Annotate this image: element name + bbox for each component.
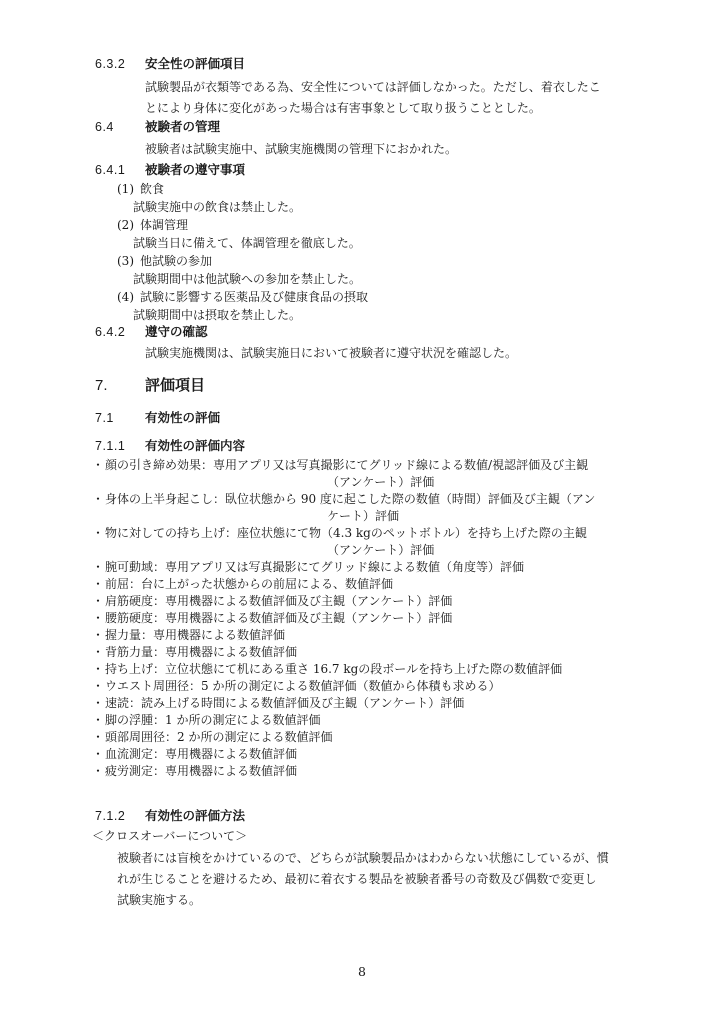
- section-heading-6-4-2: [95, 324, 655, 340]
- list-item-title: 体調管理: [140, 218, 189, 232]
- list-item-title: 試験に影響する医薬品及び健康食品の摂取: [140, 290, 369, 304]
- list-item-title: 飲食: [140, 182, 165, 196]
- list-item-number: (4): [117, 290, 134, 304]
- section-title: 有効性の評価方法: [145, 809, 246, 823]
- bullet-text: 持ち上げ：立位状態にて机にある重さ 16.7 kgの段ボールを持ち上げた際の数値評価: [105, 662, 563, 676]
- bullet-text: 肩筋硬度：専用機器による数値評価及び主観（アンケート）評価: [105, 594, 453, 608]
- bullet-marker: ・: [92, 645, 105, 659]
- page-number: 8: [358, 964, 366, 979]
- bullet-marker: ・: [92, 764, 105, 778]
- section-title: 有効性の評価: [145, 411, 221, 425]
- paragraph-line: 試験製品が衣類等である為、安全性については評価しなかった。ただし、着衣したこ: [145, 80, 601, 94]
- bullet-marker: ・: [92, 492, 105, 506]
- bullet-item: [92, 746, 655, 763]
- bullet-item: [92, 627, 655, 644]
- bullet-text: 速読：読み上げる時間による数値評価及び主観（アンケート）評価: [105, 696, 465, 710]
- bullet-continuation: （アンケート）評価: [327, 543, 435, 557]
- section-7-1-2-paragraph: [117, 848, 655, 911]
- list-item-number: (1): [117, 182, 134, 196]
- chapter-heading-7: [95, 376, 655, 396]
- bullet-item: [92, 559, 655, 576]
- paragraph-line: 試験実施する。: [117, 893, 202, 907]
- paragraph-line: 被験者には盲検をかけているので、どちらが試験製品かはわからない状態にしているが、慣: [117, 851, 609, 865]
- section-title: 安全性の評価項目: [145, 57, 246, 71]
- list-item-body: 試験実施中の飲食は禁止した。: [133, 200, 302, 214]
- bullet-marker: ・: [92, 696, 105, 710]
- section-heading-7-1-2: [95, 808, 655, 824]
- bullet-continuation: （アンケート）評価: [327, 475, 435, 489]
- section-number: 6.3.2: [95, 57, 126, 71]
- paragraph-line: 被験者は試験実施中、試験実施機関の管理下におかれた。: [145, 142, 458, 156]
- section-heading-7-1: [95, 410, 655, 426]
- bullet-item: [92, 695, 655, 712]
- section-title: 遵守の確認: [145, 325, 208, 339]
- section-title: 有効性の評価内容: [145, 439, 246, 453]
- bullet-text: 血流測定：専用機器による数値評価: [105, 747, 298, 761]
- list-item: [117, 216, 655, 234]
- bullet-text: 疲労測定：専用機器による数値評価: [105, 764, 298, 778]
- bullet-text: 前屈：台に上がった状態からの前屈による、数値評価: [105, 577, 394, 591]
- chapter-number: 7.: [95, 377, 108, 394]
- section-heading-6-3-2: [95, 56, 655, 72]
- bullet-item: [92, 491, 655, 508]
- bullet-marker: ・: [92, 458, 105, 472]
- bullet-item: [92, 644, 655, 661]
- bullet-item: [92, 712, 655, 729]
- bullet-text: 腕可動域：専用アプリ又は写真撮影にてグリッド線による数値（角度等）評価: [105, 560, 525, 574]
- section-6-4-2-paragraph: [145, 343, 655, 364]
- section-heading-6-4: [95, 119, 655, 135]
- section-number: 7.1.1: [95, 439, 126, 453]
- section-number: 6.4: [95, 120, 114, 134]
- section-number: 6.4.2: [95, 325, 126, 339]
- bullet-item: [92, 593, 655, 610]
- crossover-subtitle: ＜クロスオーバーについて＞: [92, 829, 248, 843]
- compliance-list: [117, 180, 655, 324]
- bullet-marker: ・: [92, 662, 105, 676]
- bullet-marker: ・: [92, 730, 105, 744]
- paragraph-line: とにより身体に変化があった場合は有害事象として取り扱うこととした。: [145, 101, 541, 115]
- bullet-marker: ・: [92, 747, 105, 761]
- bullet-text: 身体の上半身起こし：臥位状態から 90 度に起こした際の数値（時間）評価及び主観（アン: [105, 492, 596, 506]
- list-item-number: (3): [117, 254, 134, 268]
- bullet-text: 脚の浮腫：1 か所の測定による数値評価: [105, 713, 321, 727]
- bullet-text: ウエスト周囲径：5 か所の測定による数値評価（数値から体積も求める）: [105, 679, 501, 693]
- bullet-marker: ・: [92, 713, 105, 727]
- bullet-text: 握力量：専用機器による数値評価: [105, 628, 286, 642]
- list-item: [117, 252, 655, 270]
- list-item-body: 試験期間中は他試験への参加を禁止した。: [133, 272, 362, 286]
- bullet-item: [92, 763, 655, 780]
- bullet-marker: ・: [92, 628, 105, 642]
- bullet-item: [92, 678, 655, 695]
- bullet-item: [92, 457, 655, 474]
- bullet-text: 腰筋硬度：専用機器による数値評価及び主観（アンケート）評価: [105, 611, 453, 625]
- bullet-item: [92, 729, 655, 746]
- bullet-text: 物に対しての持ち上げ：座位状態にて物（4.3 kgのペットボトル）を持ち上げた際の主観: [105, 526, 587, 540]
- section-title: 被験者の管理: [145, 120, 221, 134]
- list-item: [117, 288, 655, 306]
- paragraph-line: れが生じることを避けるため、最初に着衣する製品を被験者番号の奇数及び偶数で変更し: [117, 872, 597, 886]
- bullet-text: 背筋力量：専用機器による数値評価: [105, 645, 298, 659]
- chapter-title: 評価項目: [145, 377, 206, 394]
- bullet-marker: ・: [92, 594, 105, 608]
- section-heading-6-4-1: [95, 162, 655, 178]
- bullet-item: [92, 661, 655, 678]
- bullet-marker: ・: [92, 679, 105, 693]
- bullet-marker: ・: [92, 526, 105, 540]
- bullet-text: 顔の引き締め効果：専用アプリ又は写真撮影にてグリッド線による数値/視認評価及び主観: [105, 458, 589, 472]
- section-heading-7-1-1: [95, 438, 655, 454]
- section-number: 7.1.2: [95, 809, 126, 823]
- list-item-number: (2): [117, 218, 134, 232]
- section-number: 7.1: [95, 411, 114, 425]
- bullet-item: [92, 525, 655, 542]
- bullet-marker: ・: [92, 577, 105, 591]
- document-content: [92, 56, 655, 911]
- list-item: [117, 180, 655, 198]
- bullet-item: [92, 610, 655, 627]
- bullet-item: [92, 576, 655, 593]
- evaluation-items-list: [92, 457, 655, 780]
- section-6-3-2-paragraph: [145, 77, 655, 119]
- list-item-body: 試験当日に備えて、体調管理を徹底した。: [133, 236, 361, 250]
- section-title: 被験者の遵守事項: [145, 163, 246, 177]
- list-item-body: 試験期間中は摂取を禁止した。: [133, 308, 302, 322]
- section-number: 6.4.1: [95, 163, 126, 177]
- section-6-4-paragraph: [145, 139, 655, 160]
- bullet-marker: ・: [92, 611, 105, 625]
- list-item-title: 他試験の参加: [140, 254, 213, 268]
- bullet-continuation: ケート）評価: [327, 509, 400, 523]
- bullet-marker: ・: [92, 560, 105, 574]
- paragraph-line: 試験実施機関は、試験実施日において被験者に遵守状況を確認した。: [145, 346, 518, 360]
- bullet-text: 頭部周囲径：2 か所の測定による数値評価: [105, 730, 333, 744]
